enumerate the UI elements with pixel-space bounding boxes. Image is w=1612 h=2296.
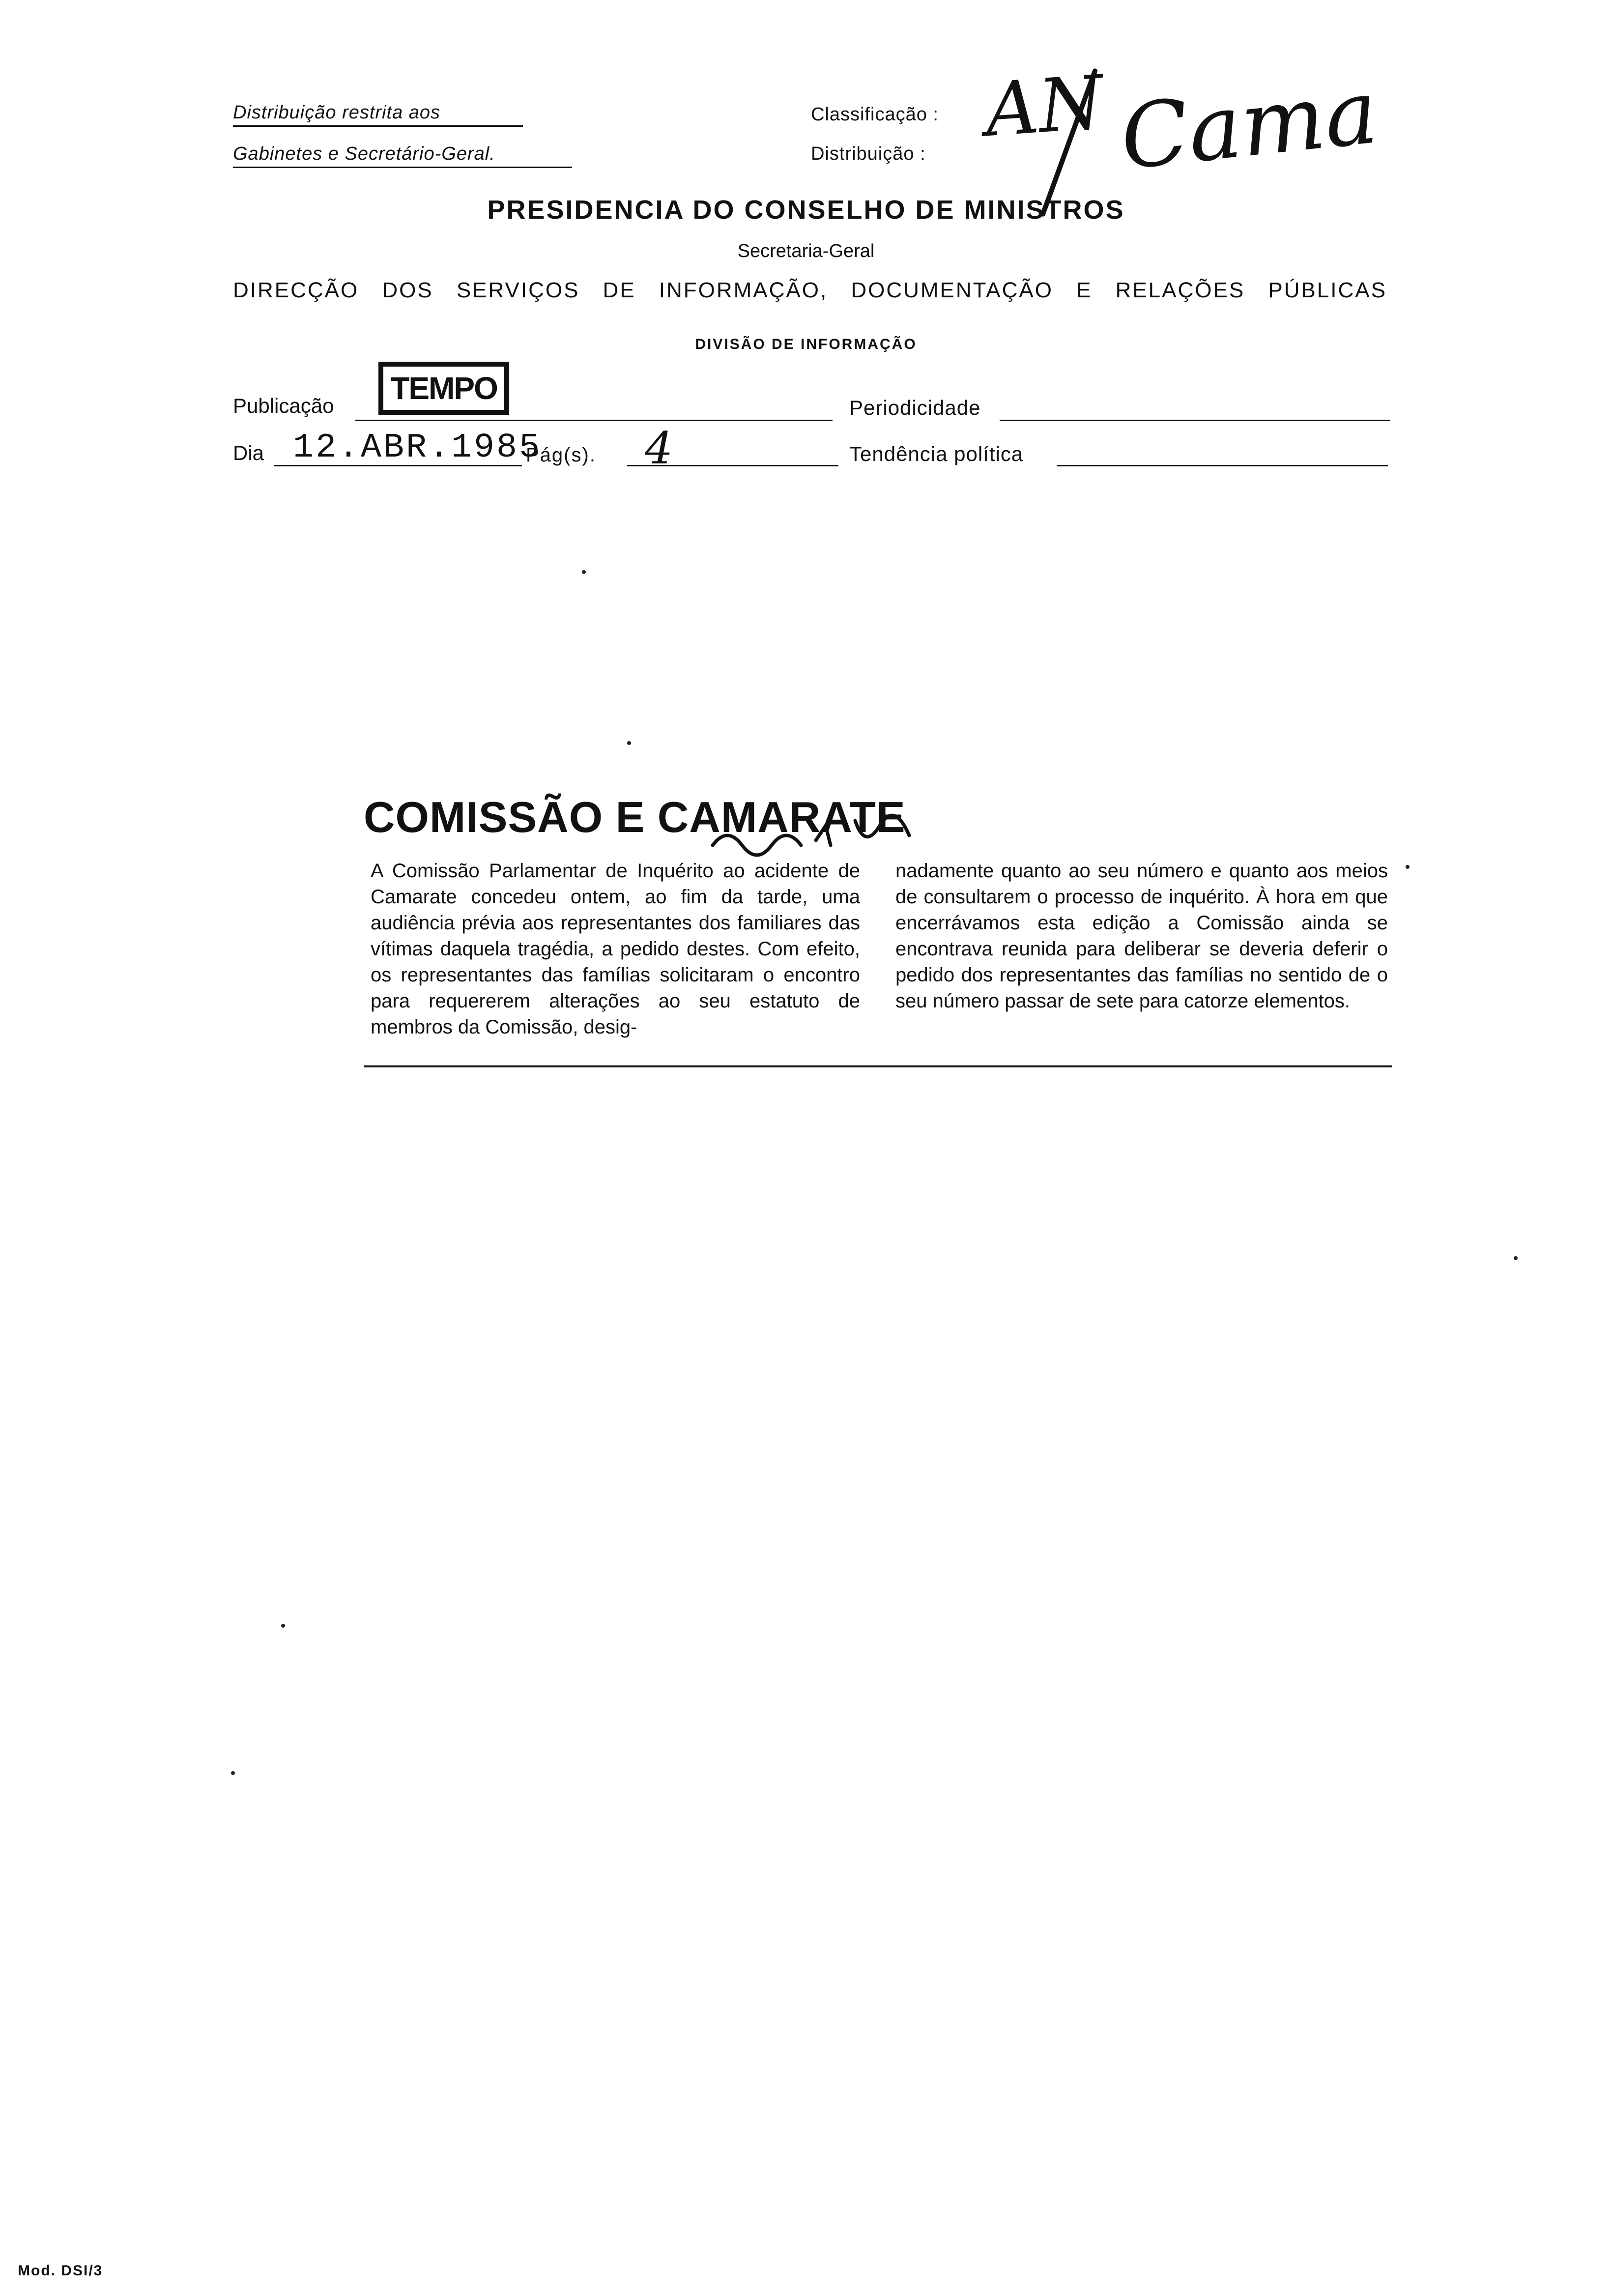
- direction-word: DE: [603, 278, 636, 302]
- form-model-code: Mod. DSI/3: [18, 2263, 103, 2279]
- article-bottom-rule: [364, 1065, 1392, 1067]
- publicacao-stamp: TEMPO: [378, 362, 509, 415]
- direction-word: DIRECÇÃO: [233, 278, 359, 302]
- scan-speck: [281, 1624, 285, 1628]
- scan-speck: [582, 570, 586, 574]
- dia-label: Dia: [233, 441, 264, 464]
- direction-word: DOS: [382, 278, 433, 302]
- institution-name: PRESIDENCIA DO CONSELHO DE MINISTROS: [487, 195, 1125, 225]
- publicacao-field-line: [355, 420, 833, 421]
- classificacao-label: Classificação :: [811, 104, 939, 125]
- division-heading: DIVISÃO DE INFORMAÇÃO: [695, 336, 917, 352]
- distribuicao-label: Distribuição :: [811, 144, 926, 164]
- restriction-line-2: Gabinetes e Secretário-Geral.: [233, 144, 572, 168]
- tendencia-field-line: [1057, 465, 1388, 466]
- pags-label: Pág(s).: [526, 444, 596, 466]
- publicacao-label: Publicação: [233, 394, 334, 417]
- article-title: COMISSÃO E CAMARATE: [364, 793, 906, 841]
- direction-word: PÚBLICAS: [1268, 278, 1387, 302]
- scan-speck: [231, 1771, 235, 1775]
- article-column-1: A Comissão Parlamentar de Inquérito ao acidente de Camarate concedeu ontem, ao fim da tarde, uma audiência prévia aos representantes dos familiares das vítimas daquela tragédia, a pedido destes. Com efeito, os representantes das famílias solicitaram o encontro para requererem alterações ao seu estatuto de membros da Comissão, desig-: [371, 860, 860, 1038]
- scan-speck: [627, 741, 631, 745]
- article-column-2: nadamente quanto ao seu número e quanto aos meios de consultarem o processo de inquérito. À hora em que encerrávamos esta edição a Comissão ainda se encontrava reunida para deliberar se deveria deferir o pedido dos representantes das famílias no sentido de o seu número passar de sete para catorze elementos.: [895, 860, 1388, 1012]
- tendencia-label: Tendência política: [849, 442, 1024, 465]
- pags-value: 4: [645, 423, 673, 474]
- direction-word: INFORMAÇÃO,: [659, 278, 828, 302]
- direction-word: RELAÇÕES: [1115, 278, 1245, 302]
- periodicidade-field-line: [1000, 420, 1390, 421]
- distribuicao-handwritten: Cama: [1116, 60, 1382, 190]
- scan-speck: [1514, 1256, 1518, 1260]
- direction-word: SERVIÇOS: [456, 278, 580, 302]
- periodicidade-label: Periodicidade: [849, 396, 981, 419]
- classificacao-handwritten: AN: [982, 59, 1106, 154]
- direction-word: DOCUMENTAÇÃO: [851, 278, 1053, 302]
- scan-speck: [1406, 865, 1410, 869]
- scribble-icon: [708, 806, 1022, 865]
- direction-heading: [233, 278, 1387, 303]
- institution-sub: Secretaria-Geral: [737, 241, 875, 261]
- restriction-line-1: Distribuição restrita aos: [233, 102, 523, 127]
- dia-value: 12.ABR.1985: [293, 429, 542, 467]
- direction-word: E: [1076, 278, 1093, 302]
